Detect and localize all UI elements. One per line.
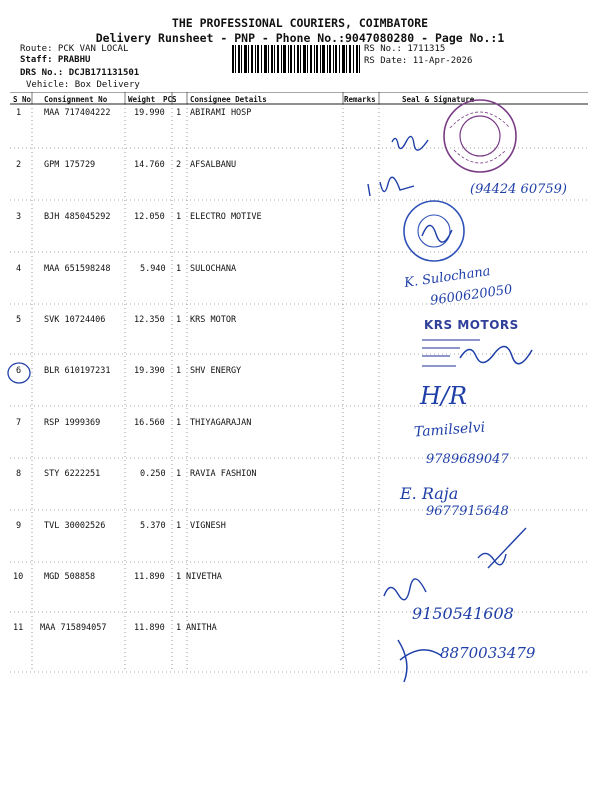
signature-row6: H/R — [420, 382, 468, 410]
row-sno: 3 — [16, 212, 22, 222]
row-weight: 11.890 — [134, 572, 165, 582]
row-consignment: SVK 10724406 — [44, 315, 106, 325]
row-consignment: MGD 508858 — [44, 572, 96, 582]
row-consignment: TVL 30002526 — [44, 521, 106, 531]
row-consignee: NIVETHA — [186, 572, 222, 582]
rs-date-label: RS Date: 11-Apr-2026 — [364, 56, 473, 66]
row-consignee: SULOCHANA — [190, 264, 237, 274]
signature-row10-phone: 9150541608 — [412, 604, 514, 623]
row-consignee: AFSALBANU — [190, 160, 237, 170]
row-pcs: 1 — [176, 212, 182, 222]
row-pcs: 2 — [176, 160, 182, 170]
signature-row9-icon — [468, 524, 532, 576]
row-consignee: VIGNESH — [190, 521, 226, 531]
row-consignment: GPM 175729 — [44, 160, 96, 170]
row-consignment: BJH 485045292 — [44, 212, 111, 222]
row-pcs: 1 — [176, 264, 182, 274]
electro-motive-seal-icon — [396, 196, 472, 266]
row-consignment: MAA 651598248 — [44, 264, 111, 274]
signature-row2-phone: (94424 60759) — [470, 182, 567, 197]
circle-mark-icon — [6, 360, 32, 386]
table-row — [0, 418, 600, 432]
row-sno: 9 — [16, 521, 22, 531]
row-consignee: RAVIA FASHION — [190, 469, 257, 479]
row-weight: 16.560 — [134, 418, 165, 428]
row-consignee: SHV ENERGY — [190, 366, 242, 376]
row-pcs: 1 — [176, 108, 182, 118]
row-weight: 5.940 — [140, 264, 166, 274]
barcode — [232, 45, 360, 73]
col-header-seal: Seal & Signature — [402, 95, 475, 104]
row-weight: 19.990 — [134, 108, 165, 118]
row-pcs: 1 — [176, 572, 182, 582]
signature-row1-icon — [388, 130, 434, 154]
signature-row7-phone: 9789689047 — [426, 452, 509, 467]
hospital-seal-icon — [428, 98, 532, 178]
row-consignee: ABIRAMI HOSP — [190, 108, 252, 118]
row-sno: 7 — [16, 418, 22, 428]
row-pcs: 1 — [176, 315, 182, 325]
signature-row8-phone: 9677915648 — [426, 504, 509, 519]
row-consignee: THIYAGARAJAN — [190, 418, 252, 428]
signature-row11-phone: 8870033479 — [440, 644, 536, 662]
row-pcs: 1 — [176, 521, 182, 531]
signature-row8: E. Raja — [400, 484, 459, 503]
row-consignee: ELECTRO MOTIVE — [190, 212, 262, 222]
staff-label: Staff: PRABHU — [20, 55, 91, 65]
table-row — [0, 212, 600, 226]
company-title: THE PROFESSIONAL COURIERS, COIMBATORE — [171, 16, 429, 30]
signature-row4-name: K. Sulochana — [403, 264, 492, 291]
table-row — [0, 469, 600, 483]
table-row — [0, 623, 600, 637]
row-pcs: 1 — [176, 418, 182, 428]
col-header-consignment: Consignment No — [44, 95, 108, 104]
row-consignment: STY 6222251 — [44, 469, 101, 479]
row-sno: 10 — [13, 572, 24, 582]
row-sno: 8 — [16, 469, 22, 479]
signature-row7: Tamilselvi — [413, 419, 486, 441]
row-sno: 5 — [16, 315, 22, 325]
drs-label: DRS No.: DCJB171131501 — [20, 68, 140, 78]
row-sno: 11 — [13, 623, 24, 633]
row-consignment: MAA 717404222 — [44, 108, 111, 118]
col-header-pcs: PCS — [163, 95, 177, 104]
row-pcs: 1 — [176, 366, 182, 376]
krs-stamp-lines-icon — [420, 336, 540, 378]
row-weight: 12.050 — [134, 212, 165, 222]
row-consignment: BLR 610197231 — [44, 366, 111, 376]
rs-no-label: RS No.: 1711315 — [364, 44, 446, 54]
row-sno: 4 — [16, 264, 22, 274]
runsheet-table-grid — [10, 92, 588, 796]
row-weight: 5.370 — [140, 521, 166, 531]
vehicle-label: Vehicle: Box Delivery — [26, 80, 140, 90]
signature-row4-phone: 9600620050 — [429, 282, 514, 309]
col-header-weight: Weight — [128, 95, 156, 104]
row-consignee: KRS MOTOR — [190, 315, 237, 325]
col-header-sno: S No — [13, 95, 32, 104]
row-weight: 14.760 — [134, 160, 165, 170]
row-sno: 1 — [16, 108, 22, 118]
row-weight: 11.890 — [134, 623, 165, 633]
row-consignment: MAA 715894057 — [40, 623, 107, 633]
row-weight: 19.390 — [134, 366, 165, 376]
row-consignee: ANITHA — [186, 623, 217, 633]
row-weight: 12.350 — [134, 315, 165, 325]
col-header-consignee: Consignee Details — [190, 95, 267, 104]
row-pcs: 1 — [176, 469, 182, 479]
route-label: Route: PCK VAN LOCAL — [20, 44, 129, 54]
krs-motors-stamp: KRS MOTORS — [424, 318, 519, 332]
col-header-remarks: Remarks — [344, 95, 376, 104]
table-row — [0, 264, 600, 278]
runsheet-subtitle: Delivery Runsheet - PNP - Phone No.:9047080280 - Page No.:1 — [95, 31, 505, 45]
row-sno: 2 — [16, 160, 22, 170]
row-weight: 0.250 — [140, 469, 166, 479]
row-pcs: 1 — [176, 623, 182, 633]
row-consignment: RSP 1999369 — [44, 418, 101, 428]
row-sno: 6 — [16, 366, 22, 376]
